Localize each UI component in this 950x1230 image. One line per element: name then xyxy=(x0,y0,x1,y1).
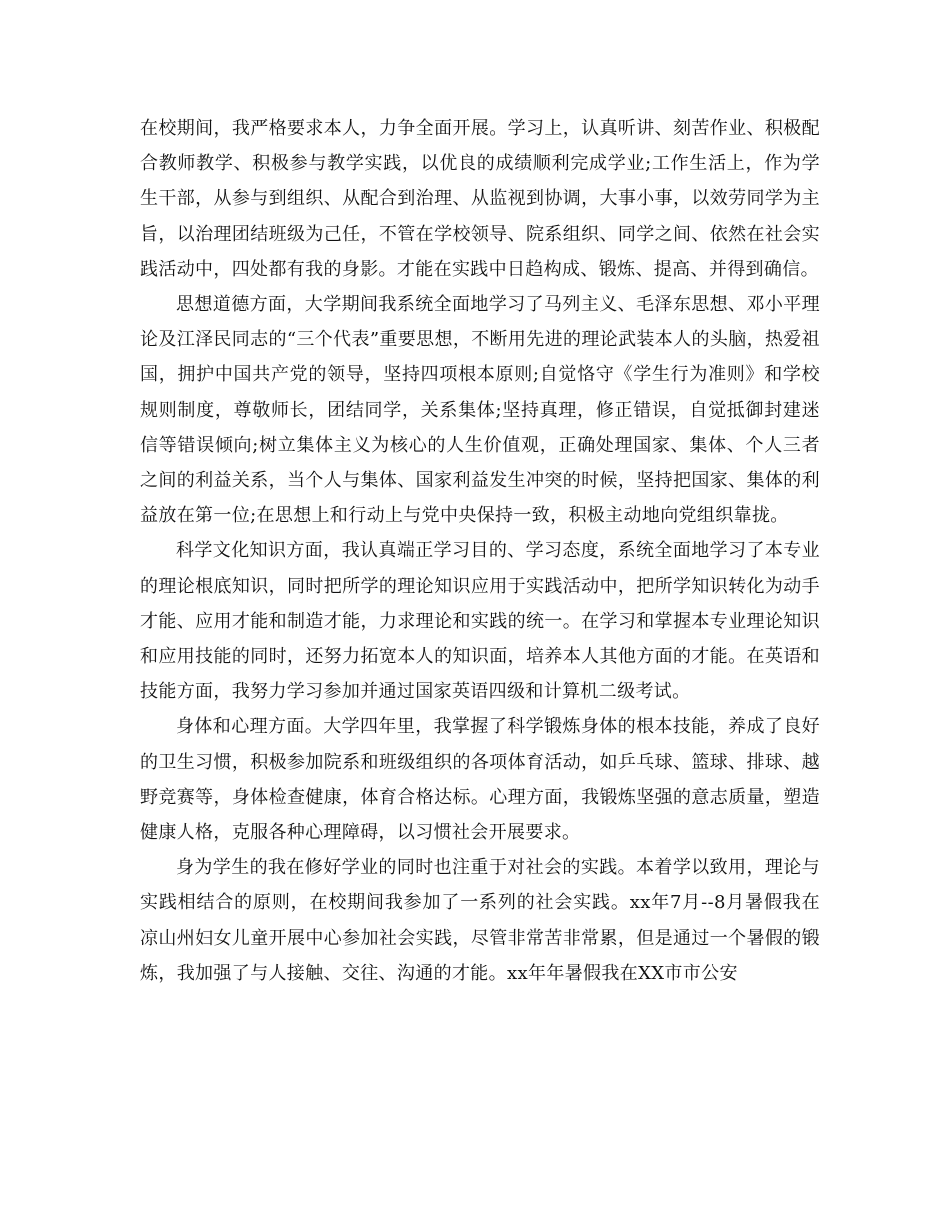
paragraph-body-mind: 身体和心理方面。大学四年里，我掌握了科学锻炼身体的根本技能，养成了良好的卫生习惯，积极参加院系和班级组织的各项体育活动，如乒乓球、篮球、排球、越野竞赛等，身体检查健康，体育合格达标。心理方面，我锻炼坚强的意志质量，塑造健康人格，克服各种心理障碍，以习惯社会开展要求。 xyxy=(140,716,820,844)
paragraph-ideology-morality: 思想道德方面，大学期间我系统全面地学习了马列主义、毛泽东思想、邓小平理论及江泽民同志的“三个代表”重要思想，不断用先进的理论武装本人的头脑，热爱祖国，拥护中国共产党的领导，坚持四项根本原则;自觉恪守《学生行为准则》和学校规则制度，尊敬师长，团结同学，关系集体;坚持真理，修正错误，自觉抵御封建迷信等错误倾向;树立集体主义为核心的人生价值观，正确处理国家、集体、个人三者之间的利益关系，当个人与集体、国家利益发生冲突的时候，坚持把国家、集体的利益放在第一位;在思想上和行动上与党中央保持一致，积极主动地向党组织靠拢。 xyxy=(140,294,820,527)
document-body xyxy=(140,111,820,991)
paragraph-social-practice: 身为学生的我在修好学业的同时也注重于对社会的实践。本着学以致用，理论与实践相结合的原则，在校期间我参加了一系列的社会实践。xx年7月--8月暑假我在凉山州妇女儿童开展中心参加社会实践，尽管非常苦非常累，但是通过一个暑假的锻炼，我加强了与人接触、交往、沟通的才能。xx年年暑假我在XX市市公安 xyxy=(140,857,820,984)
paragraph-campus-performance: 在校期间，我严格要求本人，力争全面开展。学习上，认真听讲、刻苦作业、积极配合教师教学、积极参与教学实践，以优良的成绩顺利完成学业;工作生活上，作为学生干部，从参与到组织、从配合到治理、从监视到协调，大事小事，以效劳同学为主旨，以治理团结班级为己任，不管在学校领导、院系组织、同学之间、依然在社会实践活动中，四处都有我的身影。才能在实践中日趋构成、锻炼、提高、并得到确信。 xyxy=(140,118,820,280)
paragraph-science-culture: 科学文化知识方面，我认真端正学习目的、学习态度，系统全面地学习了本专业的理论根底知识，同时把所学的理论知识应用于实践活动中，把所学知识转化为动手才能、应用才能和制造才能，力求理论和实践的统一。在学习和掌握本专业理论知识和应用技能的同时，还努力拓宽本人的知识面，培养本人其他方面的才能。在英语和技能方面，我努力学习参加并通过国家英语四级和计算机二级考试。 xyxy=(140,540,820,703)
